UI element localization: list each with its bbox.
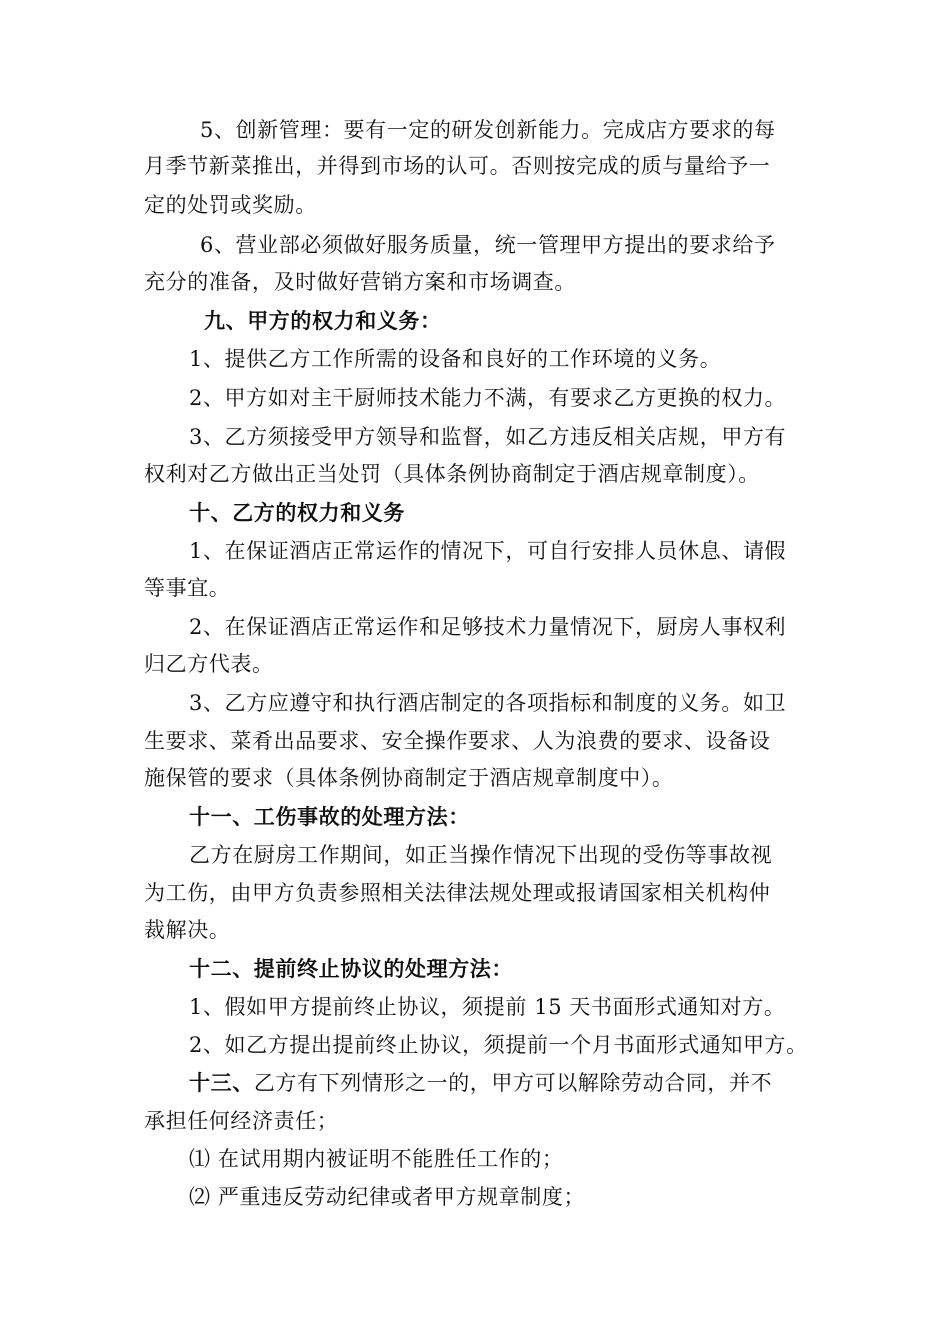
paragraph-line: 6、营业部必须做好服务质量，统一管理甲方提出的要求给予 (200, 233, 776, 257)
paragraph-line: 权利对乙方做出正当处罚（具体条例协商制定于酒店规章制度）。 (144, 462, 760, 486)
paragraph-line: 5、创新管理：要有一定的研发创新能力。完成店方要求的每 (200, 118, 776, 142)
paragraph-line: 等事宜。 (144, 576, 231, 600)
list-item: ⑵ 严重违反劳动纪律或者甲方规章制度； (189, 1185, 586, 1209)
paragraph-line: 承担任何经济责任； (144, 1109, 339, 1133)
paragraph-line: 1、假如甲方提前终止协议，须提前 15 天书面形式通知对方。 (189, 995, 786, 1019)
paragraph-line: 生要求、菜肴出品要求、安全操作要求、人为浪费的要求、设备设 (144, 729, 771, 753)
section-heading-clause (0, 1067, 950, 1099)
list-item: ⑴ 在试用期内被证明不能胜任工作的； (189, 1147, 564, 1171)
paragraph-line: 月季节新菜推出，并得到市场的认可。否则按完成的质与量给予一 (144, 154, 771, 178)
paragraph-line: 归乙方代表。 (144, 652, 274, 676)
section-heading: 十一、工伤事故的处理方法： (189, 804, 470, 829)
paragraph-line: 施保管的要求（具体条例协商制定于酒店规章制度中）。 (144, 766, 674, 790)
paragraph-line: 2、甲方如对主干厨师技术能力不满，有要求乙方更换的权力。 (189, 386, 787, 410)
clause-number: 十三、 (189, 1070, 254, 1095)
section-heading: 九、甲方的权力和义务： (204, 308, 442, 333)
paragraph-line: 2、在保证酒店正常运作和足够技术力量情况下，厨房人事权利 (189, 615, 787, 639)
paragraph-line: 1、提供乙方工作所需的设备和良好的工作环境的义务。 (189, 347, 722, 371)
paragraph-line: 充分的准备，及时做好营销方案和市场调查。 (144, 270, 576, 294)
paragraph-line: 3、乙方应遵守和执行酒店制定的各项指标和制度的义务。如卫 (189, 691, 787, 715)
section-heading: 十、乙方的权力和义务 (189, 500, 405, 525)
section-heading: 十二、提前终止协议的处理方法： (189, 956, 513, 981)
clause-text: 乙方有下列情形之一的，甲方可以解除劳动合同，并不 (253, 1071, 773, 1095)
paragraph-line: 为工伤，由甲方负责参照相关法律法规处理或报请国家相关机构仲 (144, 881, 771, 905)
paragraph-line: 2、如乙方提出提前终止协议，须提前一个月书面形式通知甲方。 (189, 1033, 808, 1057)
paragraph-line: 3、乙方须接受甲方领导和监督，如乙方违反相关店规，甲方有 (189, 425, 787, 449)
paragraph-line: 定的处罚或奖励。 (144, 193, 317, 217)
paragraph-line: 裁解决。 (144, 918, 231, 942)
paragraph-line: 1、在保证酒店正常运作的情况下，可自行安排人员休息、请假 (189, 539, 787, 563)
paragraph-line: 乙方在厨房工作期间，如正当操作情况下出现的受伤等事故视 (189, 843, 773, 867)
